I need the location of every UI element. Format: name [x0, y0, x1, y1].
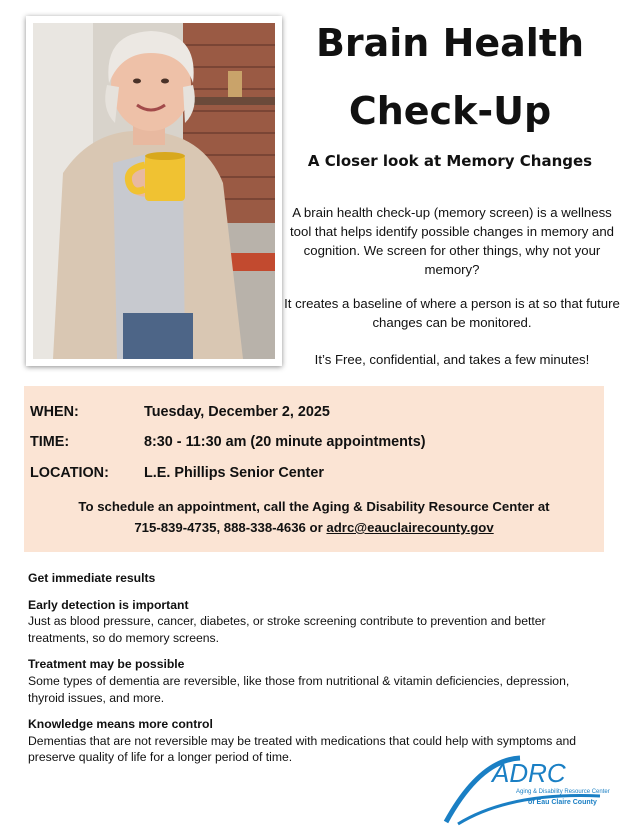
- adrc-logo: [440, 752, 610, 827]
- benefit-text: Just as blood pressure, cancer, diabetes, or stroke screening contribute to prevention and better treatments, so do memory screens.: [28, 614, 546, 645]
- intro-paragraph-3: It’s Free, confidential, and takes a few minutes!: [314, 352, 590, 367]
- benefit-text: Dementias that are not reversible may be treated with medications that could help with symptoms and preserve quality of life for a longer period of time.: [28, 733, 577, 765]
- adrc-logo-acronym: ADRC: [492, 758, 566, 788]
- page-title-line2: Check-Up: [348, 89, 552, 133]
- benefit-heading: Early detection is important: [28, 597, 189, 612]
- page-subtitle: A Closer look at Memory Changes: [307, 152, 593, 170]
- event-details-panel: [24, 386, 604, 552]
- intro-paragraph-1: A brain health check-up (memory screen) is a wellness tool that helps identify possible changes in memory and cognition. We screen for other things, why not your memory?: [289, 205, 614, 277]
- benefit-item: [28, 656, 588, 706]
- benefit-heading: Knowledge means more control: [28, 717, 213, 732]
- when-value: Tuesday, December 2, 2025: [144, 404, 330, 420]
- benefits-list: [28, 570, 588, 766]
- time-value: 8:30 - 11:30 am (20 minute appointments): [144, 434, 426, 450]
- time-label: TIME:: [30, 434, 70, 450]
- location-label: LOCATION:: [30, 465, 109, 481]
- schedule-phones: 715-839-4735, 888-338-4636 or: [134, 520, 327, 535]
- photo-senior-woman-with-mug: [33, 23, 275, 359]
- email-link[interactable]: adrc@eauclairecounty.gov: [326, 520, 494, 535]
- photo-illustration: [33, 23, 275, 359]
- adrc-logo-mark: [440, 752, 610, 827]
- schedule-instructions: [24, 496, 604, 538]
- page-title-line1: Brain Health: [315, 21, 585, 65]
- intro-paragraph-2: It creates a baseline of where a person is at so that future changes can be monitored.: [284, 296, 620, 330]
- schedule-line-2: [24, 517, 604, 538]
- schedule-line-1: To schedule an appointment, call the Aging & Disability Resource Center at: [78, 499, 550, 514]
- benefit-heading: Treatment may be possible: [28, 657, 185, 672]
- adrc-logo-line2: of Eau Claire County: [528, 799, 597, 806]
- benefit-heading-immediate-results: Get immediate results: [28, 571, 156, 585]
- benefit-text: Some types of dementia are reversible, like those from nutritional & vitamin deficiencies, depression, thyroid issues, and more.: [28, 673, 570, 705]
- when-label: WHEN:: [30, 404, 79, 420]
- benefit-item: [28, 597, 588, 647]
- location-value: L.E. Phillips Senior Center: [144, 465, 324, 481]
- adrc-logo-line1: Aging & Disability Resource Center: [516, 789, 610, 795]
- photo-frame: [26, 16, 282, 366]
